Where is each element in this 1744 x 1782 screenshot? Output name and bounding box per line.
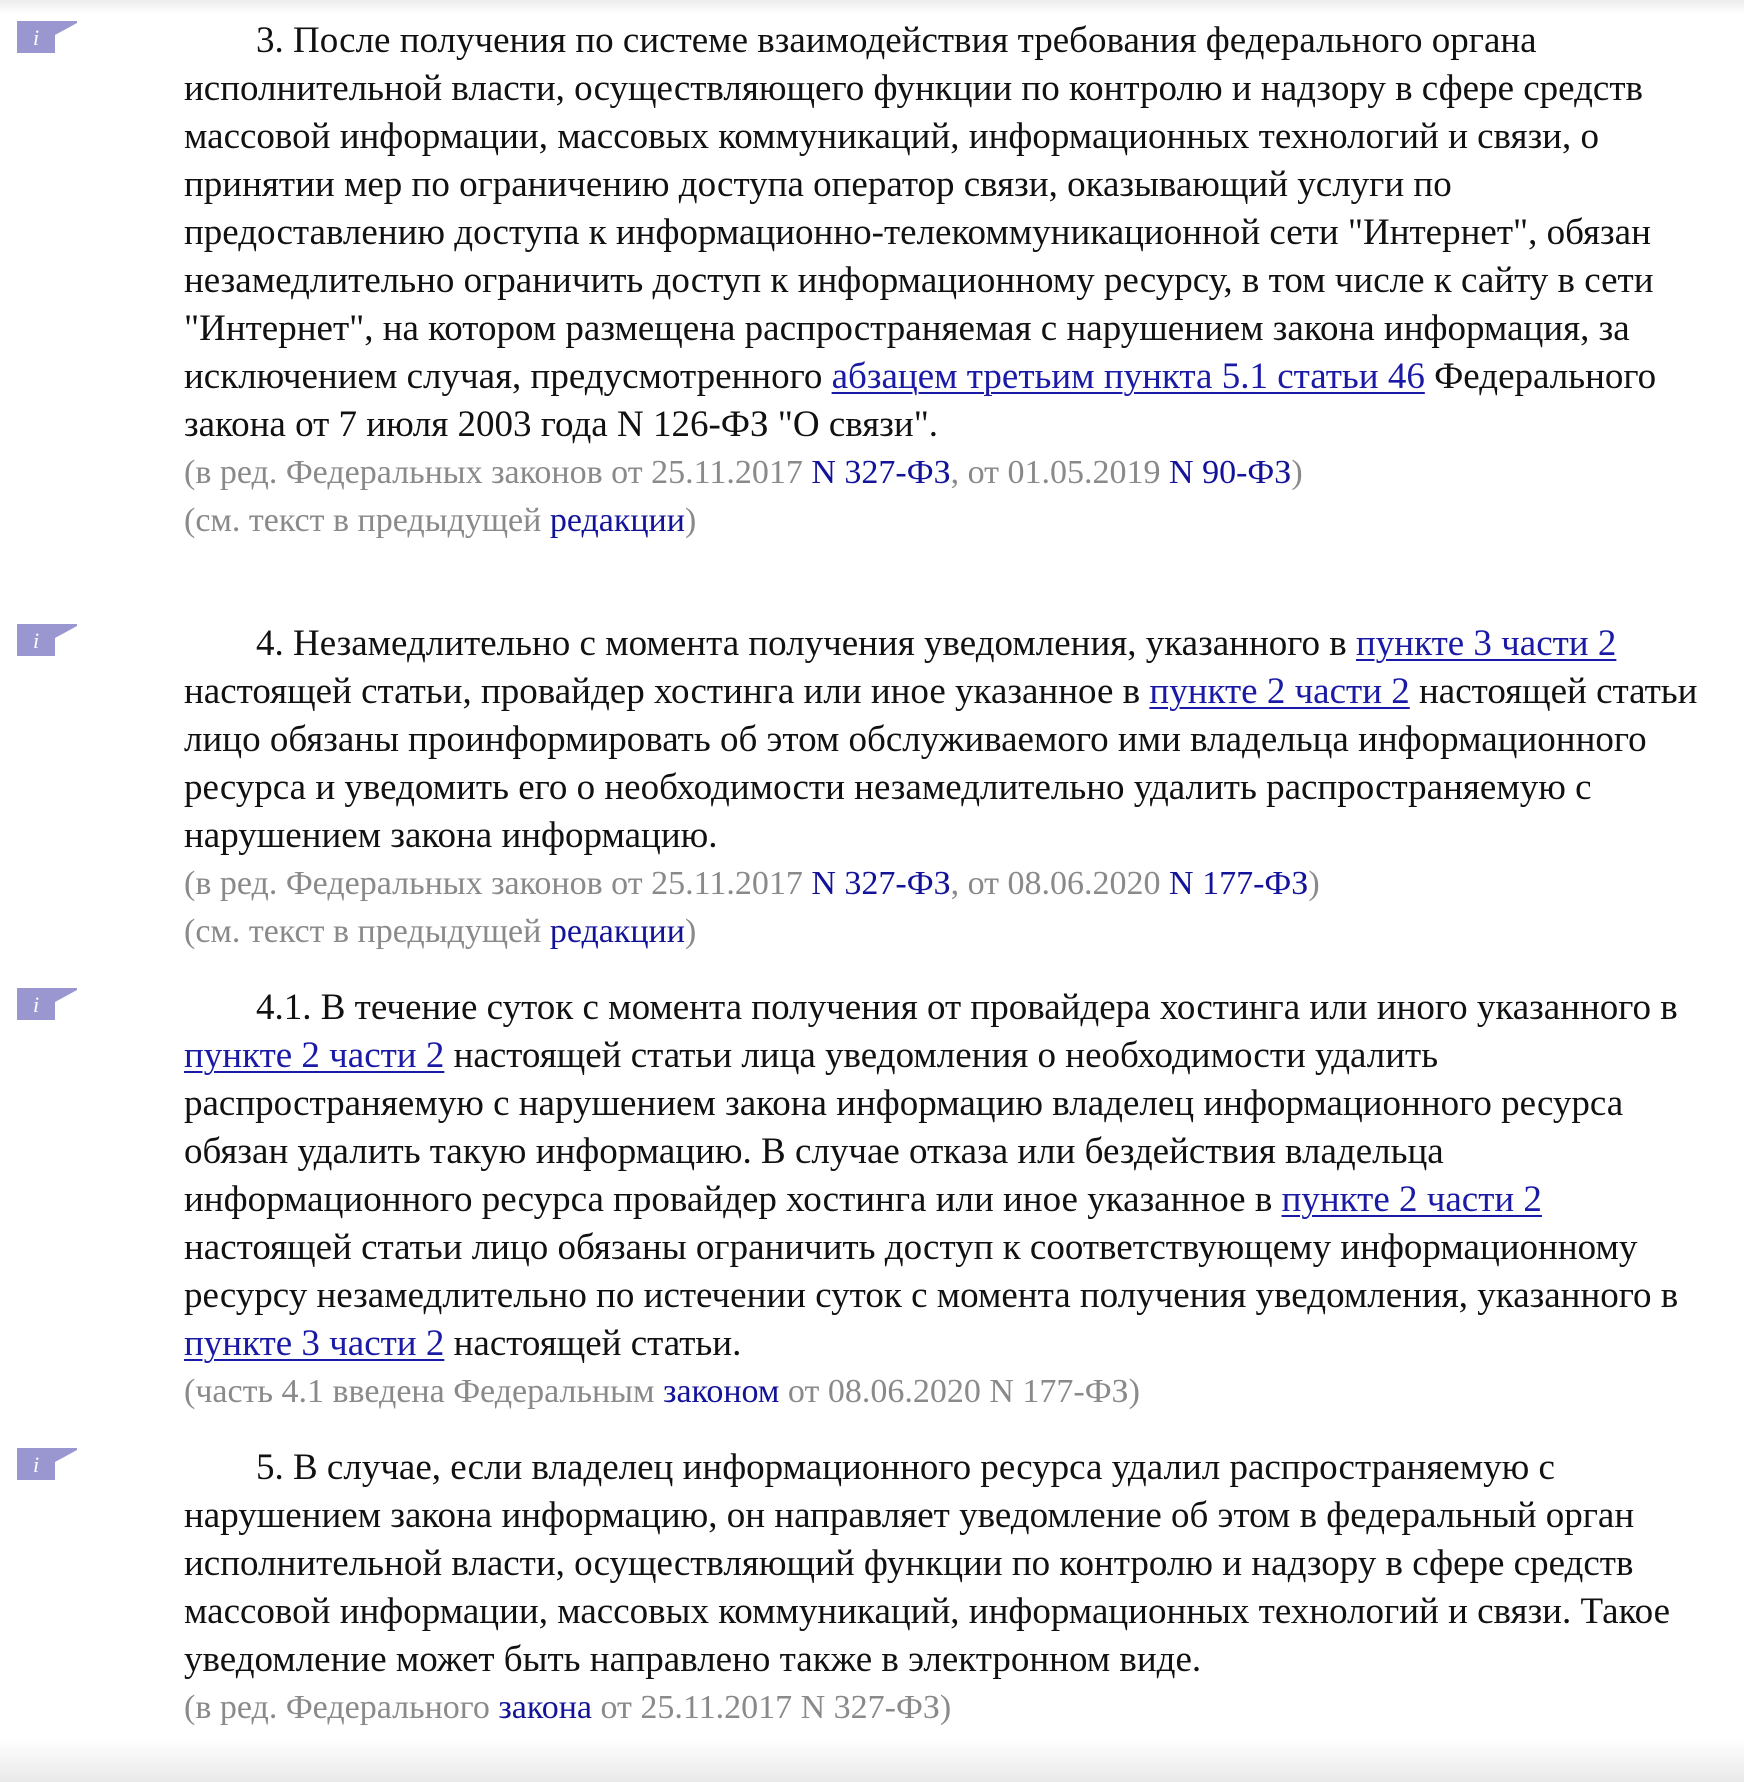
edition-note: (в ред. Федерального закона от 25.11.2017 N 327-ФЗ)	[184, 1689, 952, 1726]
svg-text:i: i	[32, 992, 40, 1017]
info-icon[interactable]	[17, 21, 77, 53]
info-icon[interactable]	[17, 988, 77, 1020]
link-law[interactable]: законом	[663, 1373, 780, 1410]
section-content	[184, 984, 1714, 1416]
link-item-2-part-2[interactable]: пункте 2 части 2	[184, 1035, 445, 1076]
paragraph-text: 5. В случае, если владелец информационного ресурса удалил распространяемую с нарушением закона информацию, он направляет уведомление об этом в федеральный орган исполнительной власти, осуществляющий функции по контролю и надзору в сфере средств массовой информации, массовых коммуникаций, информационных технологий и связи. Такое уведомление может быть направлено также в электронном виде.	[184, 1447, 1671, 1680]
link-item-3-part-2[interactable]: пункте 3 части 2	[1355, 623, 1617, 664]
info-icon[interactable]	[17, 624, 77, 656]
link-law[interactable]: закона	[498, 1689, 592, 1726]
paragraph-text: 4. Незамедлительно с момента получения уведомления, указанного в пункте 3 части 2 настоящей статьи, провайдер хостинга или иное указанное в пункте 2 части 2 настоящей статьи лицо обязаны проинформировать об этом обслуживаемого ими владельца информационного ресурса и уведомить его о необходимости незамедлительно удалить распространяемую с нарушением закона информацию.	[184, 623, 1698, 856]
previous-edition-note: (см. текст в предыдущей редакции)	[184, 913, 697, 950]
link-item-3-part-2[interactable]: пункте 3 части 2	[184, 1323, 445, 1364]
section-content	[184, 620, 1714, 956]
link-law-177-fz[interactable]: N 177-ФЗ	[1169, 865, 1309, 902]
paragraph-text: 3. После получения по системе взаимодействия требования федерального органа исполнительной власти, осуществляющего функции по контролю и надзору в сфере средств массовой информации, массовых коммуникаций, информационных технологий и связи, о принятии мер по ограничению доступа оператор связи, оказывающий услуги по предоставлению доступа к информационно-телекоммуникационной сети "Интернет", обязан незамедлительно ограничить доступ к информационному ресурсу, в том числе к сайту в сети "Интернет", на котором размещена распространяемая с нарушением закона информация, за исключением случая, предусмотренного абзацем третьим пункта 5.1 статьи 46 Федерального закона от 7 июля 2003 года N 126-ФЗ "О связи".	[184, 20, 1657, 445]
link-paragraph-5-1-article-46[interactable]: абзацем третьим пункта 5.1 статьи 46	[831, 356, 1425, 397]
link-item-2-part-2[interactable]: пункте 2 части 2	[1149, 671, 1410, 712]
previous-edition-note: (см. текст в предыдущей редакции)	[184, 502, 697, 539]
bottom-edge	[0, 1738, 1744, 1782]
svg-text:i: i	[32, 628, 40, 653]
paragraph-text: 4.1. В течение суток с момента получения от провайдера хостинга или иного указанного в пункте 2 части 2 настоящей статьи лица уведомления о необходимости удалить распространяемую с нарушением закона информацию владелец информационного ресурса обязан удалить такую информацию. В случае отказа или бездействия владельца информационного ресурса провайдер хостинга или иное указанное в пункте 2 части 2 настоящей статьи лицо обязаны ограничить доступ к соответствующему информационному ресурсу незамедлительно по истечении суток с момента получения уведомления, указанного в пункте 3 части 2 настоящей статьи.	[184, 987, 1679, 1364]
edition-note: (в ред. Федеральных законов от 25.11.2017 N 327-ФЗ, от 01.05.2019 N 90-ФЗ)	[184, 454, 1303, 491]
link-item-2-part-2[interactable]: пункте 2 части 2	[1281, 1179, 1542, 1220]
edition-note: (в ред. Федеральных законов от 25.11.2017 N 327-ФЗ, от 08.06.2020 N 177-ФЗ)	[184, 865, 1320, 902]
link-previous-edition[interactable]: редакции	[549, 502, 685, 539]
svg-text:i: i	[32, 1452, 40, 1477]
section-content	[184, 1444, 1714, 1732]
link-law-90-fz[interactable]: N 90-ФЗ	[1169, 454, 1292, 491]
svg-text:i: i	[32, 25, 40, 50]
link-law-327-fz[interactable]: N 327-ФЗ	[811, 865, 951, 902]
link-law-327-fz[interactable]: N 327-ФЗ	[811, 454, 951, 491]
info-icon[interactable]	[17, 1448, 77, 1480]
section-content	[184, 17, 1714, 545]
introduced-note: (часть 4.1 введена Федеральным законом от 08.06.2020 N 177-ФЗ)	[184, 1373, 1140, 1410]
link-previous-edition[interactable]: редакции	[549, 913, 685, 950]
